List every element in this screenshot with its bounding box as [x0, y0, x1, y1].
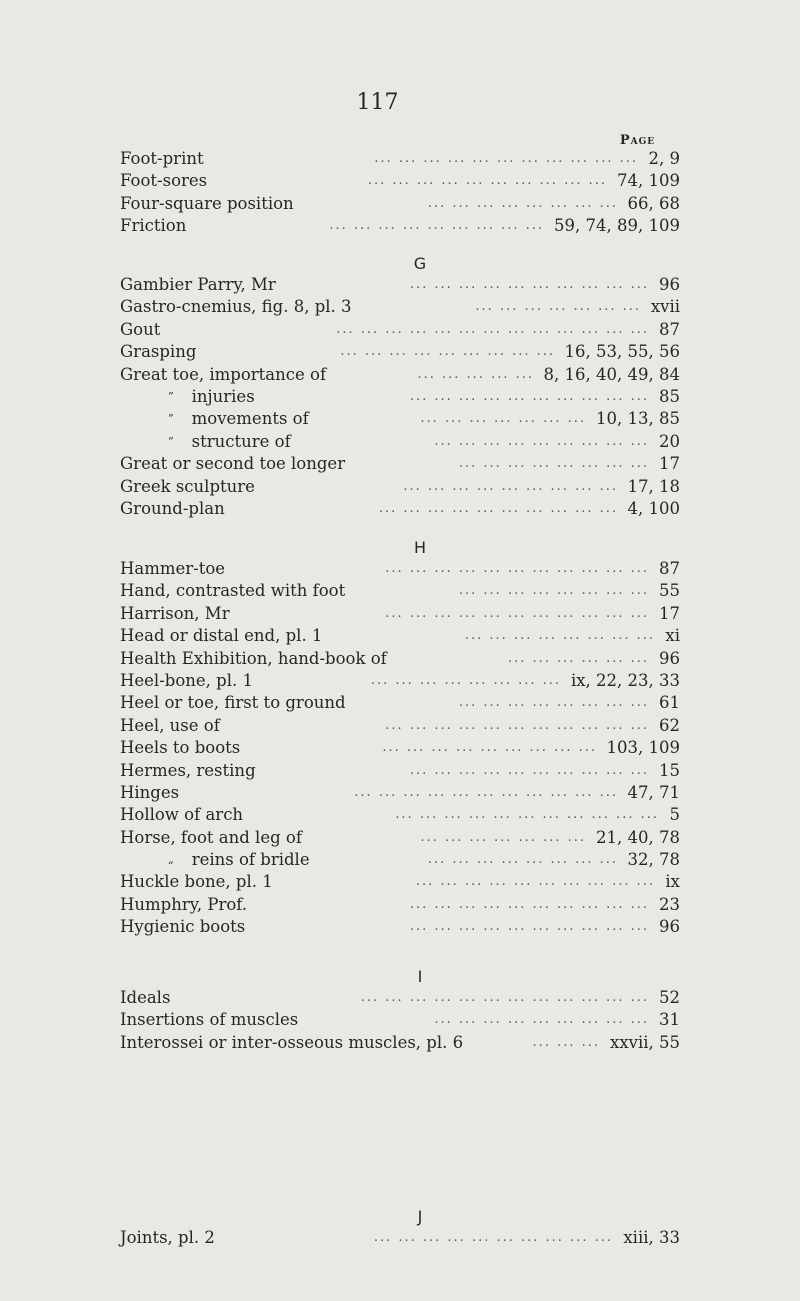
index-entry	[120, 215, 680, 237]
leader-dots: ... ... ... ... ... ... ... ... ... ...	[409, 919, 649, 935]
index-entry	[120, 894, 680, 916]
index-term-text: structure of	[191, 431, 291, 451]
index-term: Hermes, resting	[120, 760, 256, 780]
page-references: 66, 68	[627, 193, 680, 213]
index-term: Gout	[120, 319, 161, 339]
index-term: Ideals	[120, 988, 171, 1007]
page-references: 10, 13, 85	[596, 409, 680, 429]
index-term: Friction	[120, 216, 187, 236]
leader-dots: ... ... ... ... ... ... ... ... ... ...	[415, 874, 655, 890]
index-entry	[120, 1227, 680, 1249]
index-term: Insertions of muscles	[120, 1010, 299, 1030]
index-term: Four-square position	[120, 193, 294, 213]
index-term: Gambier Parry, Mr	[120, 275, 276, 294]
index-entry	[120, 148, 680, 170]
index-entry	[120, 871, 680, 893]
index-entry	[120, 804, 680, 826]
leader-dots: ... ... ... ... ... ... ... ...	[458, 583, 649, 599]
page-references: xxvii, 55	[610, 1032, 680, 1052]
index-term: Foot-print	[120, 149, 204, 168]
index-section-h	[120, 538, 680, 939]
page-references: 21, 40, 78	[596, 827, 680, 847]
page-references: 62	[659, 715, 680, 735]
leader-dots: ... ... ... ... ... ... ... ...	[464, 628, 655, 644]
leader-dots: ... ... ...	[532, 1034, 600, 1050]
ditto-mark: ”	[168, 434, 174, 448]
section-letter: J	[417, 1207, 423, 1226]
section-letter: G	[413, 254, 427, 273]
page-references: 61	[659, 693, 680, 713]
index-entry	[120, 476, 680, 498]
leader-dots: ... ... ... ... ... ... ... ... ... ... ...	[385, 561, 649, 576]
page-references: xvii	[650, 297, 680, 317]
index-entry	[120, 737, 680, 759]
index-term: Hammer-toe	[120, 559, 226, 578]
leader-dots: ... ... ... ... ... ... ... ... ... ...	[378, 500, 618, 516]
leader-dots: ... ... ... ... ... ... ... ... ...	[340, 344, 555, 360]
page-references: 52	[659, 988, 680, 1007]
leader-dots: ... ... ... ... ... ... ... ... ...	[329, 218, 544, 234]
index-section-i	[120, 967, 680, 1054]
index-term: Hollow of arch	[120, 805, 244, 825]
index-entry	[120, 760, 680, 782]
index-term: Humphry, Prof.	[120, 894, 248, 914]
index-term: Hinges	[120, 782, 180, 802]
index-entry	[120, 170, 680, 192]
index-term	[168, 431, 291, 453]
index-term: Hygienic boots	[120, 917, 246, 937]
index-entry	[120, 580, 680, 602]
page-references: 96	[659, 917, 680, 937]
page-references: xi	[665, 626, 680, 646]
ditto-mark: „	[168, 853, 174, 867]
leader-dots: ... ... ... ... ... ...	[507, 650, 649, 666]
leader-dots: ... ... ... ... ... ... ... ... ... ... ...	[385, 717, 649, 733]
index-entry	[120, 827, 680, 849]
leader-dots: ... ... ... ... ... ... ... ... ...	[434, 1012, 649, 1028]
index-entry	[120, 1032, 680, 1054]
leader-dots: ... ... ... ... ... ... ... ...	[458, 695, 649, 711]
page-references: 87	[659, 559, 680, 578]
index-term	[168, 386, 255, 408]
leader-dots: ... ... ... ... ... ... ... ... ... ... ...	[385, 605, 649, 621]
page-references: 55	[659, 581, 680, 601]
leader-dots: ... ... ... ... ... ... ... ... ... ...	[409, 277, 649, 292]
page-references: 59, 74, 89, 109	[554, 216, 680, 236]
page-references: 31	[659, 1010, 680, 1030]
index-entry	[120, 692, 680, 714]
index-entry	[120, 670, 680, 692]
index-term: Interossei or inter-osseous muscles, pl. 6	[120, 1032, 464, 1052]
index-entry	[120, 193, 680, 215]
page-references: 5	[669, 805, 680, 825]
index-term: Heel-bone, pl. 1	[120, 670, 253, 690]
page-references: 17	[659, 603, 680, 623]
page-references: ix, 22, 23, 33	[570, 670, 680, 690]
page-references: 17	[659, 454, 680, 474]
index-term	[168, 408, 309, 430]
index-entry	[120, 558, 680, 580]
index-term	[168, 849, 310, 871]
leader-dots: ... ... ... ... ... ... ... ... ... ... ... ...	[360, 990, 649, 1005]
leader-dots: ... ... ... ... ... ... ... ... ...	[382, 740, 597, 756]
leader-dots: ... ... ... ... ... ... ... ... ... ...	[367, 173, 607, 189]
index-term: Hand, contrasted with foot	[120, 581, 346, 601]
leader-dots: ... ... ... ... ... ... ... ... ... ... ...	[354, 784, 618, 800]
index-entry	[120, 849, 680, 871]
index-term-text: movements of	[191, 409, 309, 429]
ditto-mark: ”	[168, 412, 174, 426]
index-section-f	[120, 148, 680, 238]
index-term: Harrison, Mr	[120, 603, 230, 623]
index-term: Health Exhibition, hand-book of	[120, 648, 387, 668]
page-references: 15	[659, 760, 680, 780]
index-entry	[120, 408, 680, 430]
page-references: 96	[659, 648, 680, 668]
index-entry	[120, 916, 680, 938]
index-term: Great or second toe longer	[120, 454, 346, 474]
leader-dots: ... ... ... ... ... ... ... ... ... ...	[409, 388, 649, 404]
index-entry	[120, 603, 680, 625]
page-column-header: Page	[619, 133, 656, 148]
page-references: 103, 109	[606, 738, 680, 758]
section-letter: I	[417, 967, 423, 986]
index-section-g	[120, 254, 680, 520]
page-references: 85	[659, 386, 680, 406]
index-entry	[120, 364, 680, 386]
index-entry	[120, 782, 680, 804]
page-references: 20	[659, 431, 680, 451]
leader-dots: ... ... ... ... ... ... ... ... ... ...	[373, 1230, 613, 1245]
page-references: 32, 78	[627, 850, 680, 870]
index-term: Greek sculpture	[120, 476, 255, 496]
index-entry	[120, 341, 680, 363]
leader-dots: ... ... ... ... ... ... ... ... ...	[434, 433, 649, 449]
index-entry	[120, 987, 680, 1009]
index-term: Huckle bone, pl. 1	[120, 872, 273, 892]
page-references: 87	[659, 319, 680, 339]
page-references: 8, 16, 40, 49, 84	[543, 364, 680, 384]
index-term: Heel, use of	[120, 715, 220, 735]
index-entry	[120, 386, 680, 408]
leader-dots: ... ... ... ... ... ... ... ... ... ... ...	[374, 151, 638, 166]
index-entry	[120, 625, 680, 647]
section-letter: H	[413, 538, 427, 557]
leader-dots: ... ... ... ... ... ... ...	[475, 299, 641, 315]
page-references: 23	[659, 894, 680, 914]
page-references: 47, 71	[627, 782, 680, 802]
leader-dots: ... ... ... ... ... ... ...	[420, 829, 586, 845]
index-term: Horse, foot and leg of	[120, 827, 302, 847]
page-references: 96	[659, 275, 680, 294]
page-references: xiii, 33	[623, 1228, 680, 1247]
leader-dots: ... ... ... ... ... ... ... ...	[370, 672, 561, 688]
index-term: Joints, pl. 2	[120, 1228, 215, 1247]
index-term-text: reins of bridle	[191, 850, 310, 870]
leader-dots: ... ... ... ... ... ... ... ... ... ...	[409, 762, 649, 778]
index-entry	[120, 1009, 680, 1031]
index-term: Foot-sores	[120, 171, 208, 191]
index-entry	[120, 274, 680, 296]
index-term: Head or distal end, pl. 1	[120, 626, 323, 646]
leader-dots: ... ... ... ... ... ... ... ... ...	[403, 478, 618, 494]
index-term-text: injuries	[191, 386, 255, 406]
leader-dots: ... ... ... ... ... ... ... ...	[427, 852, 618, 868]
leader-dots: ... ... ... ... ... ... ... ... ... ... ...	[395, 807, 659, 823]
index-term: Heels to boots	[120, 738, 241, 758]
index-entry	[120, 319, 680, 341]
page-references: 17, 18	[627, 476, 680, 496]
page-references: 2, 9	[648, 149, 680, 168]
index-entry	[120, 715, 680, 737]
index-term: Ground-plan	[120, 498, 225, 518]
index-term: Grasping	[120, 342, 197, 362]
page-references: 16, 53, 55, 56	[564, 342, 680, 362]
ditto-mark: ”	[168, 389, 174, 403]
page-references: 4, 100	[627, 498, 680, 518]
index-section-j	[120, 1207, 680, 1249]
index-entry	[120, 431, 680, 453]
leader-dots: ... ... ... ... ...	[417, 366, 534, 382]
index-term: Heel or toe, first to ground	[120, 693, 346, 713]
leader-dots: ... ... ... ... ... ... ... ...	[458, 456, 649, 472]
index-entry	[120, 296, 680, 318]
page-references: 74, 109	[617, 171, 680, 191]
leader-dots: ... ... ... ... ... ... ...	[420, 411, 586, 427]
page-references: ix	[665, 872, 680, 892]
page-number: 117	[356, 90, 399, 115]
index-entry	[120, 453, 680, 475]
leader-dots: ... ... ... ... ... ... ... ...	[427, 195, 618, 211]
leader-dots: ... ... ... ... ... ... ... ... ... ...	[409, 896, 649, 912]
index-entry	[120, 648, 680, 670]
leader-dots: ... ... ... ... ... ... ... ... ... ... ... ... ...	[336, 321, 649, 337]
index-entry	[120, 498, 680, 520]
index-term: Gastro-cnemius, fig. 8, pl. 3	[120, 297, 352, 317]
index-term: Great toe, importance of	[120, 364, 327, 384]
